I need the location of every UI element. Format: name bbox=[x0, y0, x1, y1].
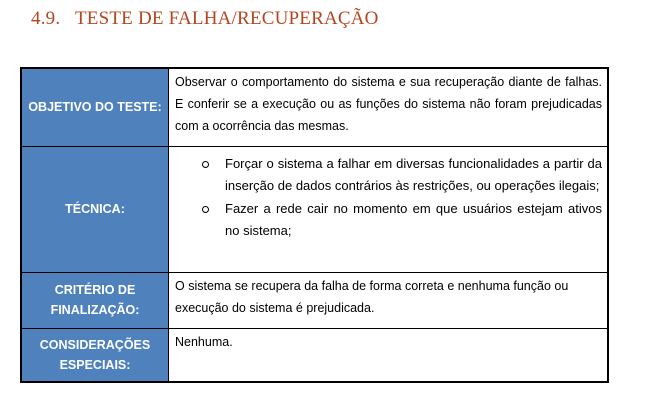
label-cell-tecnica bbox=[21, 146, 169, 272]
table-row-objetivo bbox=[21, 68, 608, 146]
content-cell-tecnica bbox=[169, 146, 609, 272]
section-number: 4.9. bbox=[31, 8, 61, 29]
label-objetivo: OBJETIVO DO TESTE: bbox=[28, 100, 162, 115]
tecnica-list bbox=[175, 153, 602, 243]
label-consideracoes-line1: CONSIDERAÇÕES bbox=[39, 337, 151, 352]
section-heading bbox=[31, 8, 379, 30]
consideracoes-text: Nenhuma. bbox=[175, 334, 233, 349]
list-item bbox=[175, 153, 602, 198]
label-consideracoes-line2: ESPECIAIS: bbox=[59, 357, 131, 372]
label-cell-consideracoes bbox=[21, 328, 169, 382]
test-spec-table bbox=[20, 67, 609, 383]
label-criterio-line2: FINALIZAÇÃO: bbox=[50, 303, 140, 317]
criterio-text: O sistema se recupera da falha de forma correta e nenhuma função ou execução do sistema é prejudicada. bbox=[175, 278, 569, 315]
content-cell-consideracoes bbox=[169, 328, 609, 382]
table-row-consideracoes bbox=[21, 328, 608, 382]
tecnica-item-2: Fazer a rede cair no momento em que usuários estejam ativos no sistema; bbox=[225, 200, 602, 238]
content-cell-objetivo bbox=[169, 68, 609, 146]
circle-bullet-icon bbox=[202, 161, 209, 168]
objetivo-text: Observar o comportamento do sistema e sua recuperação diante de falhas. E conferir se a execução ou as funções do sistema não foram prejudicadas com a ocorrência das mesmas. bbox=[175, 75, 602, 133]
label-tecnica: TÉCNICA: bbox=[65, 202, 125, 216]
table-row-tecnica bbox=[21, 146, 608, 272]
tecnica-item-1: Forçar o sistema a falhar em diversas funcionalidades a partir da inserção de dados contrários às restrições, ou operações ilegais; bbox=[225, 155, 602, 193]
table-row-criterio bbox=[21, 272, 608, 328]
circle-bullet-icon bbox=[202, 206, 209, 213]
label-cell-criterio bbox=[21, 272, 169, 328]
list-item bbox=[175, 198, 602, 243]
content-cell-criterio bbox=[169, 272, 609, 328]
label-criterio-line1: CRITÉRIO DE bbox=[54, 283, 136, 297]
label-cell-objetivo bbox=[21, 68, 169, 146]
section-title: TESTE DE FALHA/RECUPERAÇÃO bbox=[75, 8, 379, 29]
